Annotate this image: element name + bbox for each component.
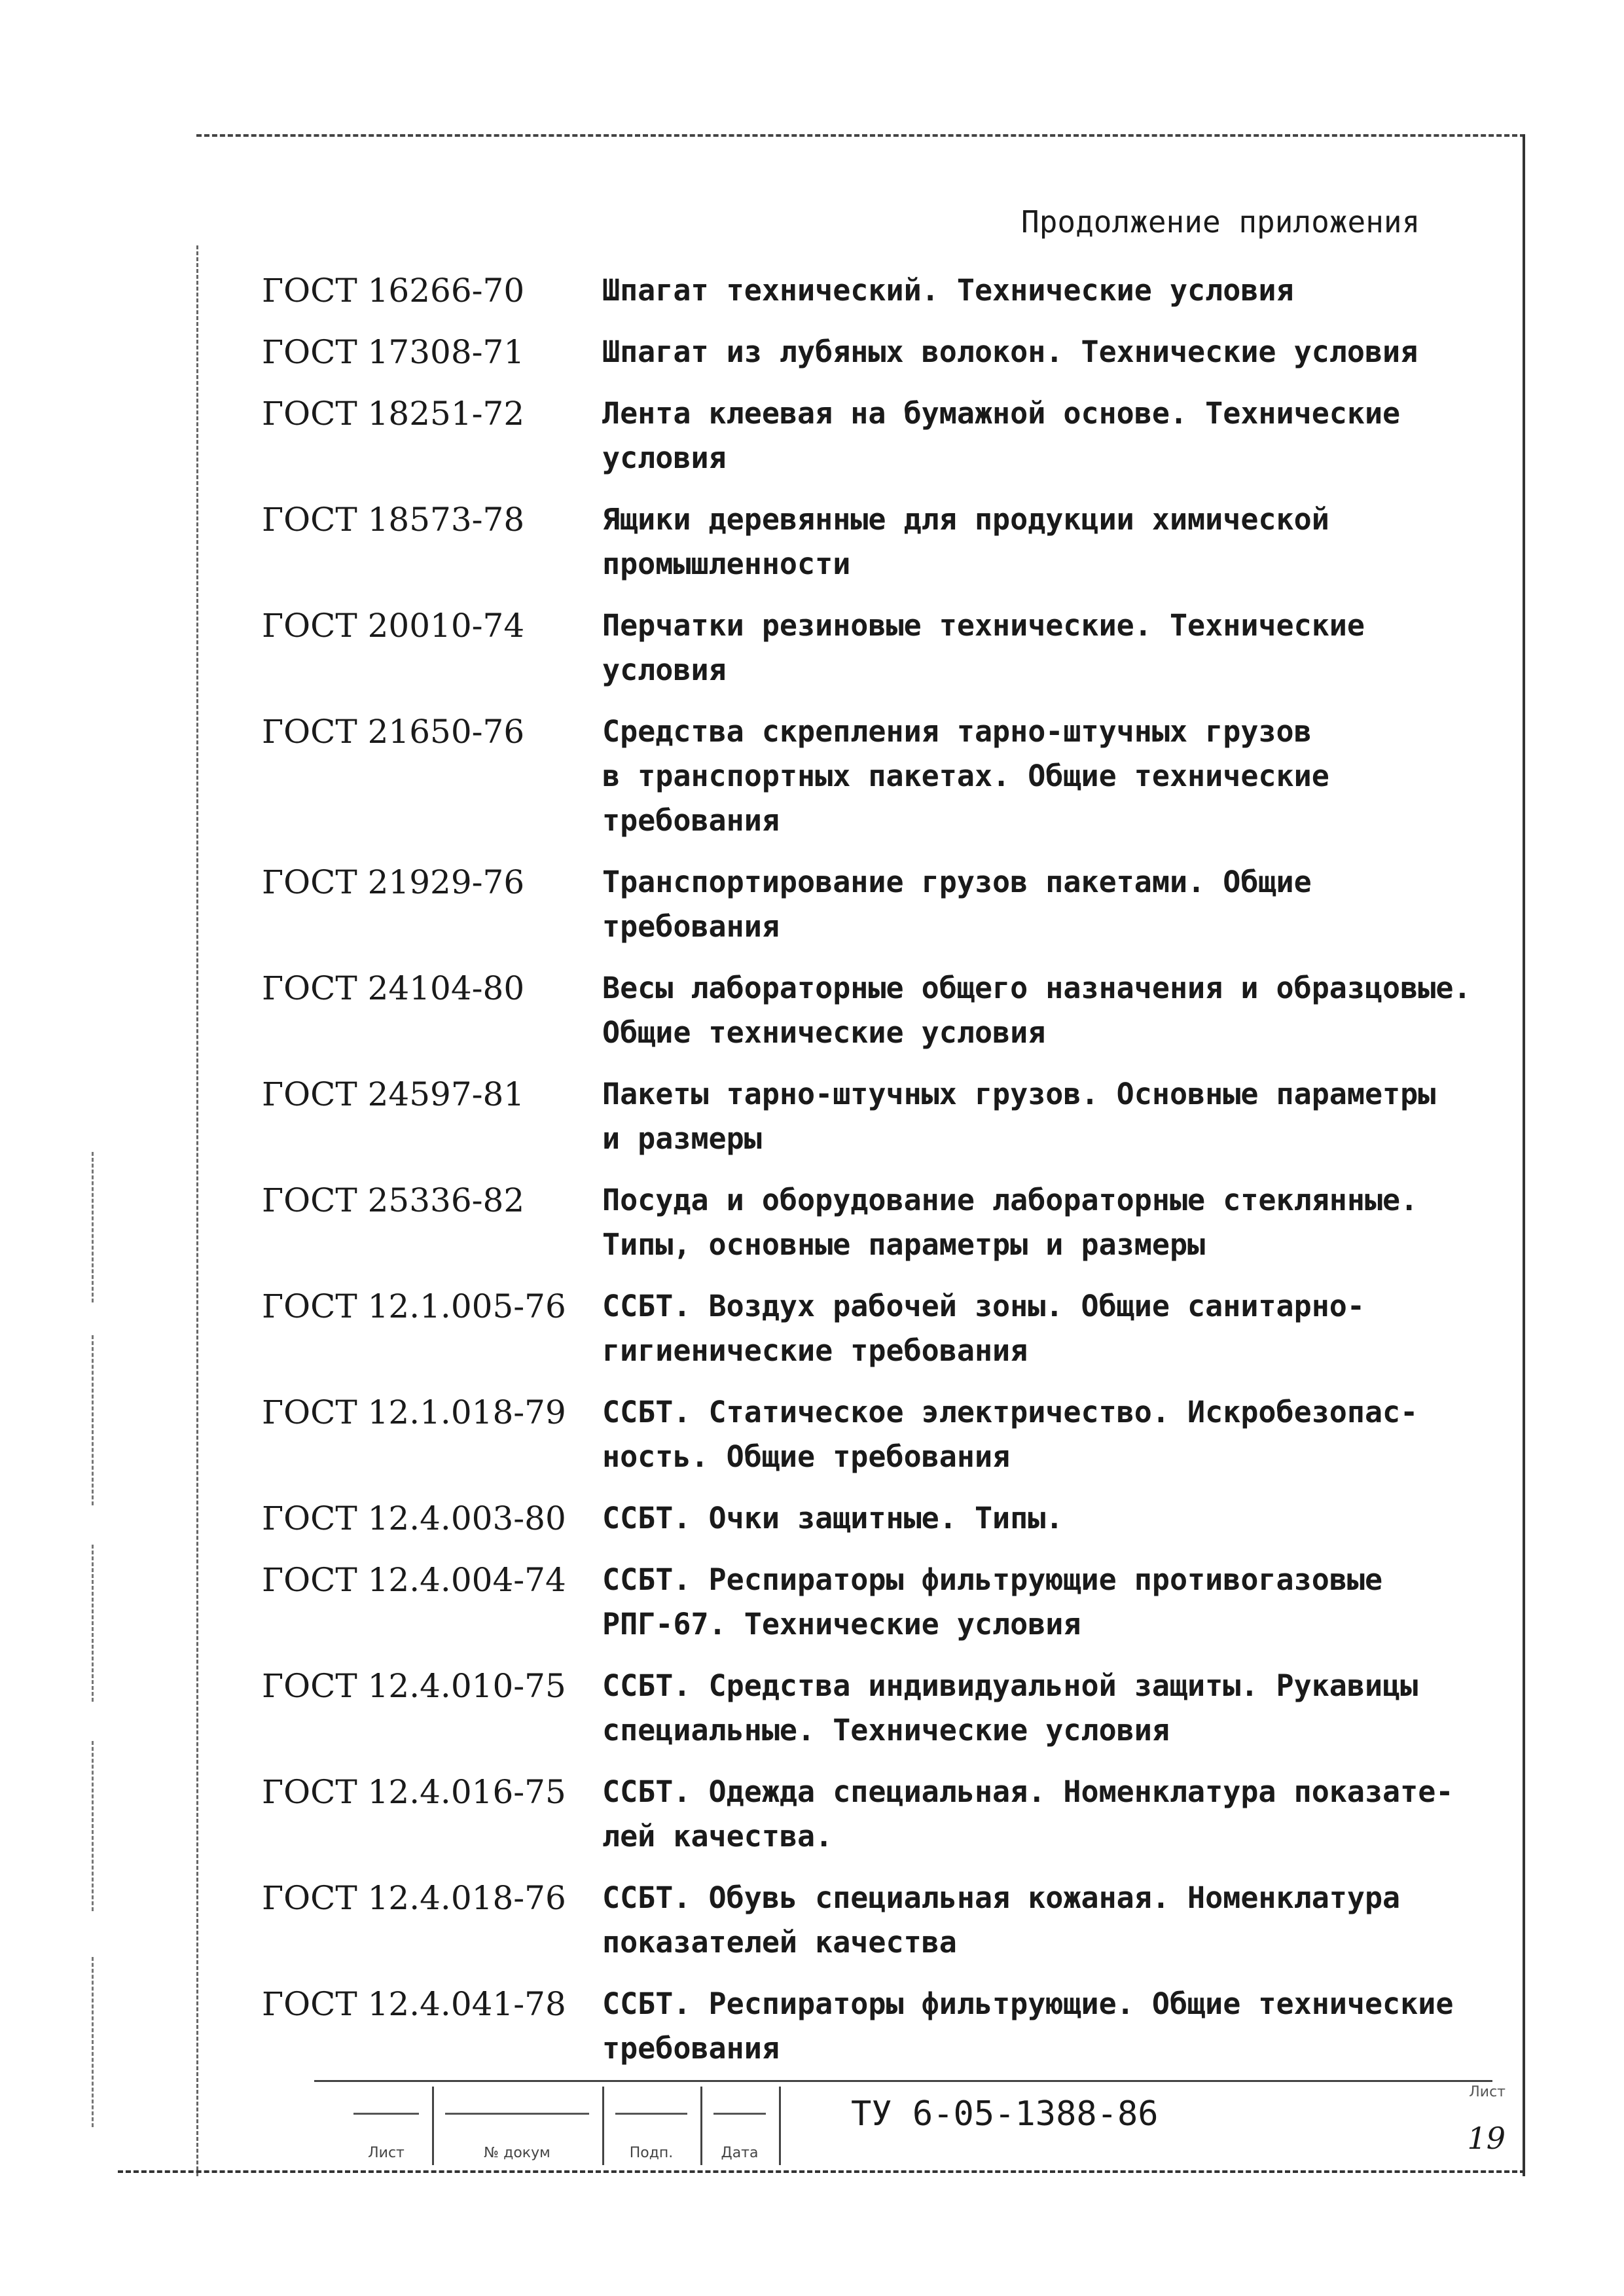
standard-title bbox=[602, 966, 1506, 1055]
standard-entry bbox=[262, 1496, 1506, 1541]
standard-title bbox=[602, 1876, 1506, 1965]
standard-title-line: ССБТ. Респираторы фильтрующие противогазовые bbox=[602, 1562, 1383, 1597]
standard-title bbox=[602, 860, 1506, 949]
standard-code: ГОСТ 24597-81 bbox=[262, 1075, 525, 1113]
margin-mark bbox=[92, 1545, 94, 1702]
frame-right-border bbox=[1523, 134, 1525, 2176]
standard-title bbox=[602, 1496, 1506, 1541]
title-block bbox=[314, 2080, 1525, 2172]
standard-entry bbox=[262, 709, 1506, 843]
standard-title-line: ССБТ. Средства индивидуальной защиты. Рукавицы bbox=[602, 1668, 1418, 1703]
standard-title-line: Средства скрепления тарно-штучных грузов bbox=[602, 714, 1312, 749]
standard-code: ГОСТ 12.4.004-74 bbox=[262, 1561, 566, 1599]
standard-entry bbox=[262, 603, 1506, 692]
standard-title bbox=[602, 1178, 1506, 1267]
frame-top-border bbox=[196, 134, 1525, 137]
title-block-label-signature: Подп. bbox=[629, 2145, 674, 2161]
margin-marks bbox=[92, 1152, 131, 2232]
standard-code: ГОСТ 25336-82 bbox=[262, 1181, 525, 1219]
standard-title bbox=[602, 603, 1506, 692]
standard-entry bbox=[262, 1558, 1506, 1647]
standard-code: ГОСТ 21929-76 bbox=[262, 863, 525, 901]
standard-title-line: Посуда и оборудование лабораторные стеклянные. bbox=[602, 1183, 1418, 1217]
standard-title-line: требования bbox=[602, 909, 780, 944]
standard-entry bbox=[262, 497, 1506, 586]
standard-entry bbox=[262, 268, 1506, 313]
standard-title bbox=[602, 1770, 1506, 1859]
standard-code: ГОСТ 12.4.003-80 bbox=[262, 1499, 566, 1537]
standard-title-line: и размеры bbox=[602, 1121, 762, 1156]
standard-title-line: Ящики деревянные для продукции химической bbox=[602, 502, 1329, 537]
standard-title-line: ССБТ. Респираторы фильтрующие. Общие технические bbox=[602, 1986, 1454, 2021]
margin-mark bbox=[92, 1152, 94, 1302]
standard-entry bbox=[262, 1982, 1506, 2071]
standard-title bbox=[602, 497, 1506, 586]
standard-title-line: ность. Общие требования bbox=[602, 1439, 1011, 1474]
title-block-bottom-rule bbox=[118, 2170, 1525, 2173]
standard-title bbox=[602, 1558, 1506, 1647]
standard-entry bbox=[262, 860, 1506, 949]
standard-title-line: ССБТ. Статическое электричество. Искробезопас- bbox=[602, 1395, 1418, 1429]
title-block-cell-sheet bbox=[340, 2087, 434, 2165]
standard-title-line: Весы лабораторные общего назначения и образцовые. bbox=[602, 971, 1471, 1005]
standard-title-line: ССБТ. Очки защитные. Типы. bbox=[602, 1501, 1064, 1535]
standard-title-line: Перчатки резиновые технические. Технические bbox=[602, 608, 1365, 643]
title-block-label-sheet: Лист bbox=[368, 2145, 405, 2161]
standard-entry bbox=[262, 1178, 1506, 1267]
sheet-label: Лист bbox=[1469, 2084, 1506, 2100]
standard-title-line: Типы, основные параметры и размеры bbox=[602, 1227, 1206, 1262]
standard-entry bbox=[262, 1664, 1506, 1753]
standard-title-line: промышленности bbox=[602, 547, 851, 581]
standard-code: ГОСТ 12.4.010-75 bbox=[262, 1667, 566, 1705]
standard-title-line: требования bbox=[602, 803, 780, 838]
standard-code: ГОСТ 12.4.041-78 bbox=[262, 1985, 566, 2023]
standard-title-line: Общие технические условия bbox=[602, 1015, 1046, 1050]
standard-code: ГОСТ 12.4.016-75 bbox=[262, 1773, 566, 1811]
standard-title bbox=[602, 1390, 1506, 1479]
standard-code: ГОСТ 12.4.018-76 bbox=[262, 1879, 566, 1917]
standard-title-line: требования bbox=[602, 2031, 780, 2066]
standard-title-line: Шпагат из лубяных волокон. Технические условия bbox=[602, 334, 1418, 369]
standard-entry bbox=[262, 391, 1506, 480]
standard-title-line: Пакеты тарно-штучных грузов. Основные параметры bbox=[602, 1077, 1436, 1111]
title-block-cell-signature bbox=[602, 2087, 702, 2165]
margin-mark bbox=[92, 1957, 94, 2127]
standard-title-line: гигиенические требования bbox=[602, 1333, 1028, 1368]
standard-title-line: Шпагат технический. Технические условия bbox=[602, 273, 1294, 308]
frame-left-border bbox=[196, 245, 198, 2176]
standard-title-line: ССБТ. Одежда специальная. Номенклатура показате- bbox=[602, 1774, 1454, 1809]
continuation-heading: Продолжение приложения bbox=[1021, 204, 1420, 240]
standard-title-line: условия bbox=[602, 440, 727, 475]
standard-code: ГОСТ 20010-74 bbox=[262, 607, 525, 645]
standard-title bbox=[602, 1664, 1506, 1753]
standard-title bbox=[602, 709, 1506, 843]
margin-mark bbox=[92, 1741, 94, 1911]
title-block-label-date: Дата bbox=[721, 2145, 759, 2161]
standard-title bbox=[602, 1284, 1506, 1373]
title-block-top-rule bbox=[314, 2080, 1492, 2082]
standard-title-line: в транспортных пакетах. Общие технические bbox=[602, 759, 1329, 793]
standard-title-line: ССБТ. Воздух рабочей зоны. Общие санитарно- bbox=[602, 1289, 1365, 1323]
standard-title-line: Лента клеевая на бумажной основе. Технические bbox=[602, 396, 1401, 431]
standard-code: ГОСТ 24104-80 bbox=[262, 969, 525, 1007]
standard-code: ГОСТ 16266-70 bbox=[262, 272, 525, 310]
standard-code: ГОСТ 18251-72 bbox=[262, 395, 525, 433]
standard-title-line: РПГ-67. Технические условия bbox=[602, 1607, 1081, 1641]
standard-entry bbox=[262, 1876, 1506, 1965]
standard-entry bbox=[262, 1284, 1506, 1373]
standard-code: ГОСТ 21650-76 bbox=[262, 713, 525, 751]
standard-title bbox=[602, 1982, 1506, 2071]
standard-code: ГОСТ 12.1.018-79 bbox=[262, 1393, 566, 1431]
standard-title-line: показателей качества bbox=[602, 1925, 957, 1960]
title-block-cell-date bbox=[700, 2087, 781, 2165]
standard-title bbox=[602, 268, 1506, 313]
standard-entry bbox=[262, 1770, 1506, 1859]
standard-entry bbox=[262, 1390, 1506, 1479]
standard-code: ГОСТ 18573-78 bbox=[262, 501, 525, 539]
standard-title bbox=[602, 391, 1506, 480]
standard-code: ГОСТ 12.1.005-76 bbox=[262, 1287, 566, 1325]
standard-title-line: лей качества. bbox=[602, 1819, 833, 1854]
page-number: 19 bbox=[1467, 2121, 1506, 2156]
standard-title-line: ССБТ. Обувь специальная кожаная. Номенклатура bbox=[602, 1880, 1401, 1915]
title-block-cell-docnum bbox=[432, 2087, 604, 2165]
standard-entry bbox=[262, 330, 1506, 374]
standard-title-line: специальные. Технические условия bbox=[602, 1713, 1170, 1748]
standard-entry bbox=[262, 1072, 1506, 1161]
standard-title bbox=[602, 330, 1506, 374]
standards-list bbox=[262, 268, 1506, 2088]
document-designation: ТУ 6-05-1388-86 bbox=[851, 2094, 1159, 2134]
standard-code: ГОСТ 17308-71 bbox=[262, 333, 525, 371]
standard-title-line: условия bbox=[602, 653, 727, 687]
margin-mark bbox=[92, 1335, 94, 1505]
standard-title-line: Транспортирование грузов пакетами. Общие bbox=[602, 865, 1312, 899]
title-block-label-docnum: № докум bbox=[484, 2145, 550, 2161]
standard-entry bbox=[262, 966, 1506, 1055]
standard-title bbox=[602, 1072, 1506, 1161]
